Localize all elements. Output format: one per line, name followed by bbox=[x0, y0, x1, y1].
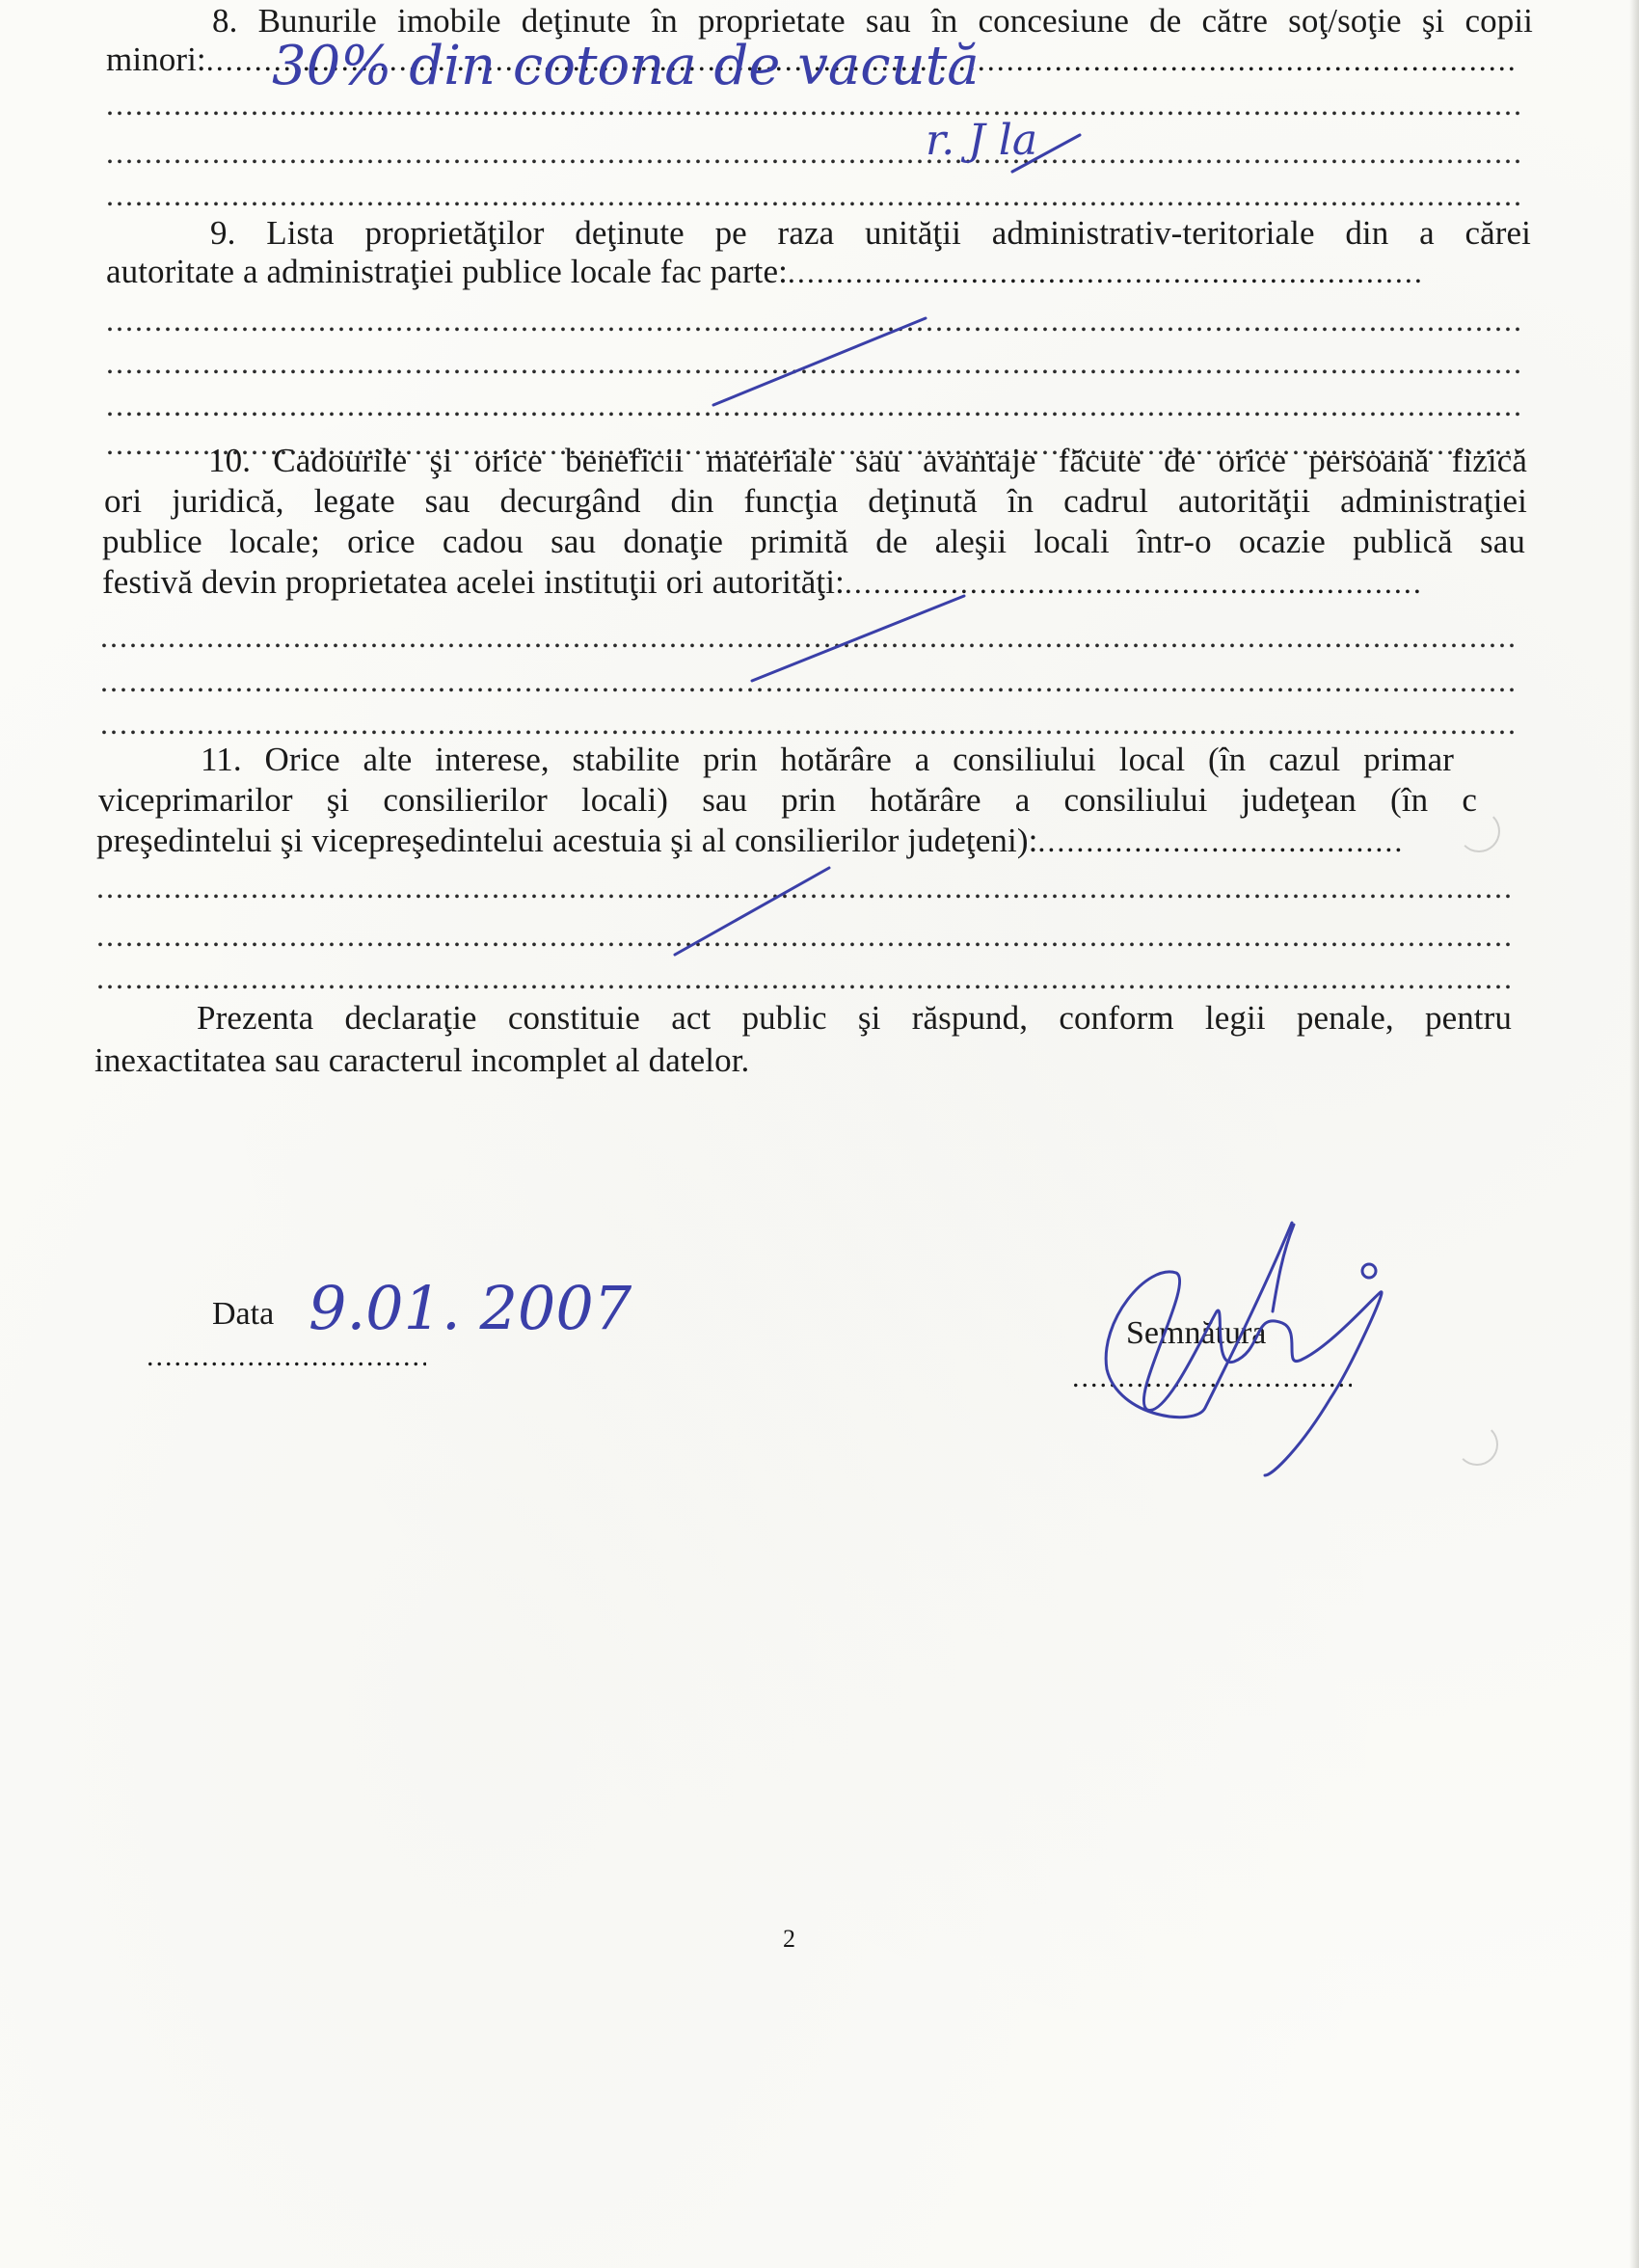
signature-scribble bbox=[1106, 1223, 1382, 1475]
statement-line2: inexactitatea sau caracterul incomplet al datelor. bbox=[94, 1041, 750, 1079]
section8-line1: 8. Bunurile imobile deţinute în proprietate sau în concesiune de către soţ/soţie şi copii bbox=[212, 2, 1533, 40]
section9-strike-line bbox=[713, 318, 926, 405]
section8-strike-line bbox=[1012, 135, 1080, 172]
section10-line4-text: festivă devin proprietatea acelei instituţii ori autorităţi: bbox=[102, 563, 845, 601]
section11-line3-text: preşedintelui şi vicepreşedintelui acestuia şi al consilierilor judeţeni): bbox=[96, 822, 1038, 859]
section8-minori-label: minori: bbox=[106, 40, 206, 78]
section9-line1: 9. Lista proprietăţilor deţinute pe raza unităţii administrativ-teritoriale din a cărei bbox=[210, 214, 1531, 252]
section10-line1: 10. Cadourile şi orice beneficii materiale sau avantaje făcute de orice persoană fizică bbox=[208, 442, 1527, 479]
signature-label: Semnătura bbox=[1126, 1315, 1267, 1351]
section8-handwritten-answer: 30% din cotona de vacută bbox=[272, 35, 980, 97]
section8-handwritten-sub: r. J la bbox=[926, 116, 1038, 165]
section9-line2-text: autoritate a administraţiei publice locale fac parte: bbox=[106, 253, 788, 290]
date-label: Data bbox=[212, 1296, 275, 1332]
signature-stroke bbox=[1273, 1225, 1294, 1311]
section10-line2: ori juridică, legate sau decurgând din funcţia deţinută în cadrul autorităţii administraţiei bbox=[104, 482, 1527, 520]
date-handwritten: 9.01. 2007 bbox=[309, 1273, 632, 1343]
section11-line1: 11. Orice alte interese, stabilite prin hotărâre a consiliului local (în cazul primar bbox=[201, 741, 1454, 778]
signature-dot bbox=[1362, 1264, 1376, 1278]
statement-line1: Prezenta declaraţie constituie act public şi răspund, conform legii penale, pentru bbox=[197, 999, 1512, 1037]
section10-line3: publice locale; orice cadou sau donaţie primită de aleşii locali într-o ocazie publică sau bbox=[102, 523, 1525, 560]
section11-line2: viceprimarilor şi consilierilor locali) sau prin hotărâre a consiliului judeţean (în c bbox=[98, 781, 1477, 819]
section11-strike-line bbox=[675, 868, 829, 955]
section10-strike-line bbox=[752, 596, 964, 681]
page-number: 2 bbox=[783, 1925, 795, 1953]
